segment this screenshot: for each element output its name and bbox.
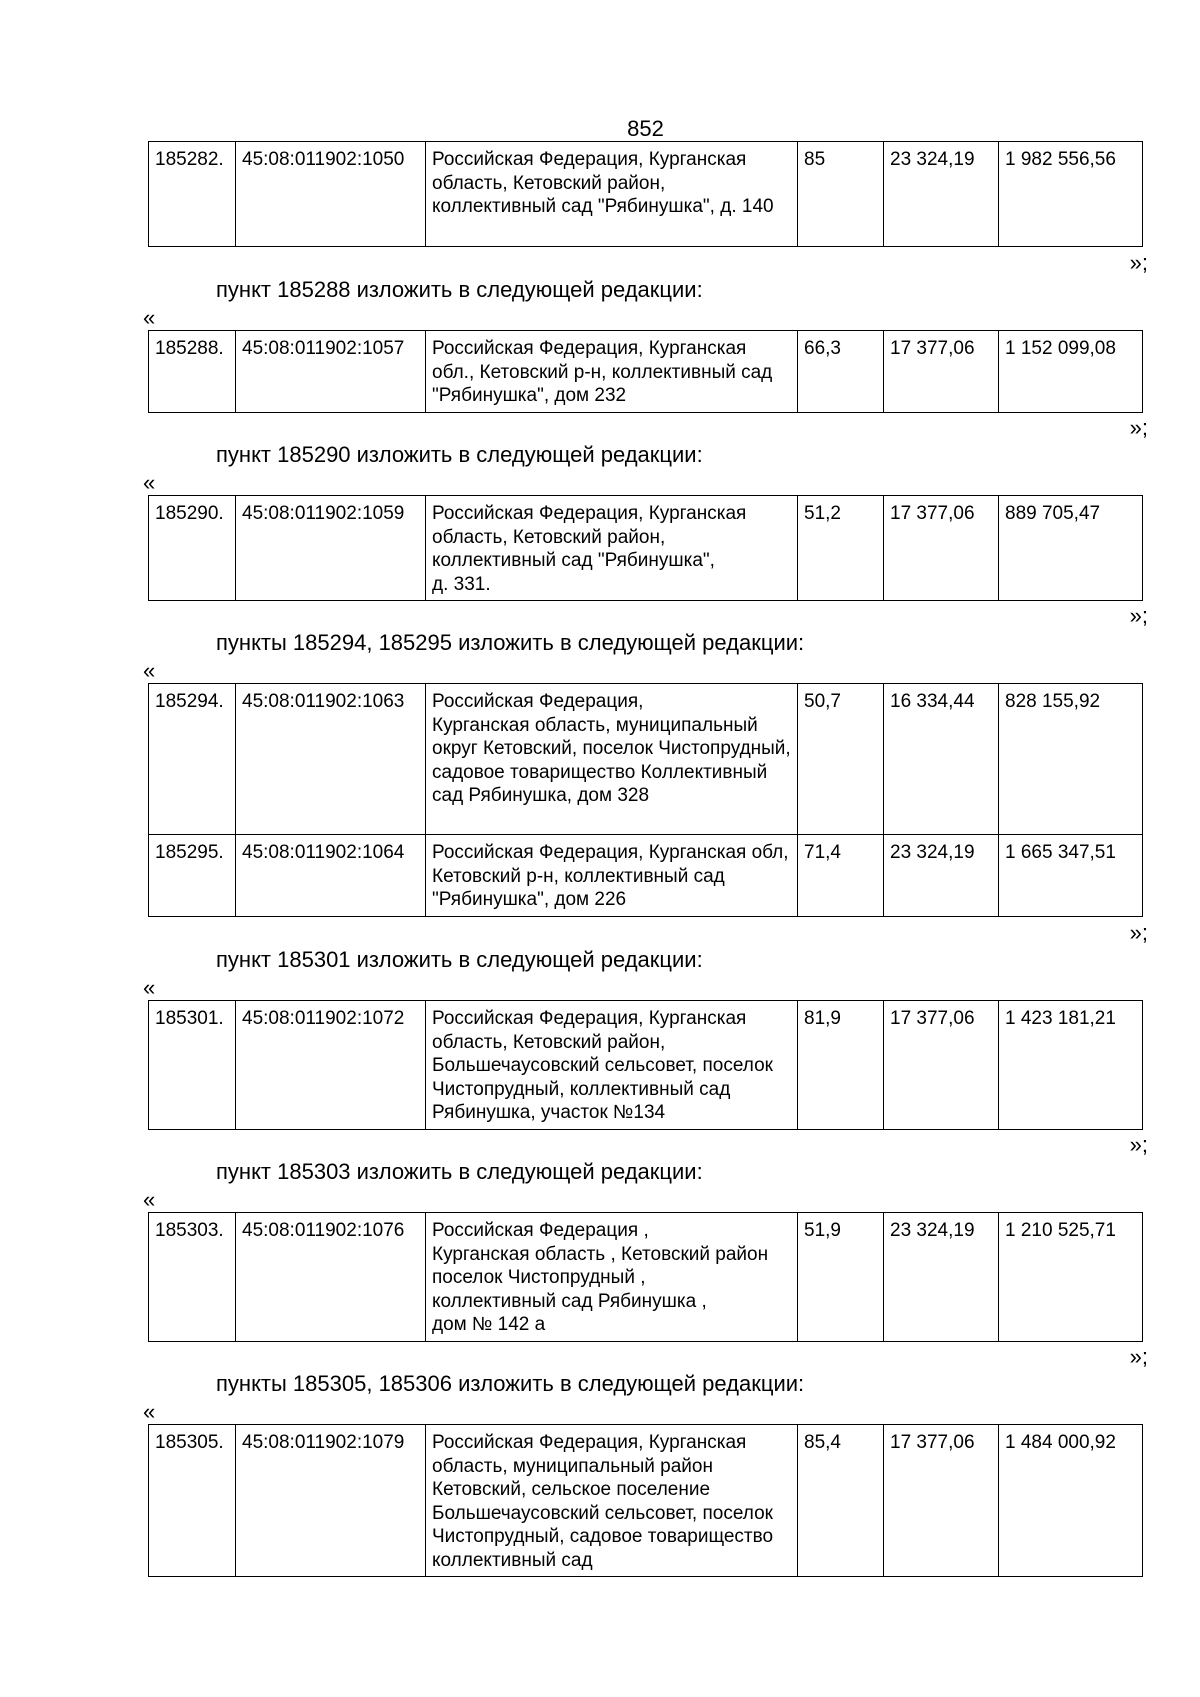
address: Российская Федерация, Курганская область, муниципальный район Кетовский, сельское поселение Большечаусовский сельсовет, поселок Чистопрудный, садовое товарищество коллективный сад <box>426 1425 798 1577</box>
address: Российская Федерация, Курганская область, Кетовский район, коллективный сад "Рябинушка", д. 140 <box>426 142 798 247</box>
total-value: 1 484 000,92 <box>999 1425 1143 1577</box>
area: 51,9 <box>798 1213 884 1342</box>
area: 81,9 <box>798 1001 884 1130</box>
cadastral-number: 45:08:011902:1063 <box>236 684 426 835</box>
closing-quote: »; <box>1129 920 1148 945</box>
cadastral-number: 45:08:011902:1050 <box>236 142 426 247</box>
table-row <box>149 684 1143 835</box>
total-value: 1 665 347,51 <box>999 835 1143 917</box>
total-value: 1 982 556,56 <box>999 142 1143 247</box>
closing-quote: »; <box>1129 415 1148 440</box>
cadastral-number: 45:08:011902:1072 <box>236 1001 426 1130</box>
area: 85 <box>798 142 884 247</box>
price: 17 377,06 <box>884 496 999 601</box>
amendment-table-185288 <box>148 330 1143 413</box>
area: 50,7 <box>798 684 884 835</box>
amendment-table-185282 <box>148 141 1143 247</box>
total-value: 889 705,47 <box>999 496 1143 601</box>
closing-quote: »; <box>1129 1132 1148 1157</box>
table-row <box>149 331 1143 413</box>
row-number: 185305. <box>149 1425 236 1577</box>
table-row <box>149 142 1143 247</box>
amendment-heading: пункт 185303 изложить в следующей редакции: <box>216 1159 703 1184</box>
address: Российская Федерация, Курганская область, Кетовский район, Большечаусовский сельсовет, поселок Чистопрудный, коллективный сад Рябинушка, участок №134 <box>426 1001 798 1130</box>
price: 23 324,19 <box>884 1213 999 1342</box>
page-number: 852 <box>627 116 664 141</box>
area: 51,2 <box>798 496 884 601</box>
row-number: 185301. <box>149 1001 236 1130</box>
opening-quote: « <box>143 1187 156 1212</box>
closing-quote: »; <box>1129 603 1148 628</box>
table-row <box>149 496 1143 601</box>
address: Российская Федерация, Курганская область, Кетовский район, коллективный сад "Рябинушка", д. 331. <box>426 496 798 601</box>
closing-quote: »; <box>1129 250 1148 275</box>
opening-quote: « <box>143 1399 156 1424</box>
area: 66,3 <box>798 331 884 413</box>
row-number: 185303. <box>149 1213 236 1342</box>
amendment-heading: пункты 185294, 185295 изложить в следующей редакции: <box>216 630 805 655</box>
address: Российская Федерация, Курганская область, муниципальный округ Кетовский, поселок Чистопрудный, садовое товарищество Коллективный сад Рябинушка, дом 328 <box>426 684 798 835</box>
row-number: 185295. <box>149 835 236 917</box>
cadastral-number: 45:08:011902:1064 <box>236 835 426 917</box>
row-number: 185288. <box>149 331 236 413</box>
row-number: 185290. <box>149 496 236 601</box>
price: 17 377,06 <box>884 1425 999 1577</box>
amendment-heading: пункт 185290 изложить в следующей редакции: <box>216 442 703 467</box>
amendment-heading: пункты 185305, 185306 изложить в следующей редакции: <box>216 1371 805 1396</box>
price: 17 377,06 <box>884 1001 999 1130</box>
price: 23 324,19 <box>884 142 999 247</box>
total-value: 1 210 525,71 <box>999 1213 1143 1342</box>
amendment-heading: пункт 185301 изложить в следующей редакции: <box>216 947 703 972</box>
amendment-table-185301 <box>148 1000 1143 1130</box>
amendment-table-185303 <box>148 1212 1143 1342</box>
address: Российская Федерация, Курганская обл., Кетовский р-н, коллективный сад "Рябинушка", дом 232 <box>426 331 798 413</box>
amendment-table-185290 <box>148 495 1143 601</box>
cadastral-number: 45:08:011902:1057 <box>236 331 426 413</box>
address: Российская Федерация, Курганская обл, Кетовский р-н, коллективный сад "Рябинушка", дом 226 <box>426 835 798 917</box>
amendment-heading: пункт 185288 изложить в следующей редакции: <box>216 277 703 302</box>
table-row <box>149 1213 1143 1342</box>
closing-quote: »; <box>1129 1344 1148 1369</box>
table-row <box>149 835 1143 917</box>
total-value: 1 152 099,08 <box>999 331 1143 413</box>
amendment-table-185305 <box>148 1424 1143 1577</box>
opening-quote: « <box>143 470 156 495</box>
address: Российская Федерация , Курганская область , Кетовский район поселок Чистопрудный , коллективный сад Рябинушка , дом № 142 а <box>426 1213 798 1342</box>
opening-quote: « <box>143 305 156 330</box>
table-row <box>149 1001 1143 1130</box>
cadastral-number: 45:08:011902:1059 <box>236 496 426 601</box>
area: 71,4 <box>798 835 884 917</box>
amendment-table-185294-185295 <box>148 683 1143 917</box>
table-row <box>149 1425 1143 1577</box>
price: 23 324,19 <box>884 835 999 917</box>
area: 85,4 <box>798 1425 884 1577</box>
row-number: 185282. <box>149 142 236 247</box>
row-number: 185294. <box>149 684 236 835</box>
total-value: 828 155,92 <box>999 684 1143 835</box>
opening-quote: « <box>143 975 156 1000</box>
cadastral-number: 45:08:011902:1076 <box>236 1213 426 1342</box>
price: 17 377,06 <box>884 331 999 413</box>
opening-quote: « <box>143 658 156 683</box>
price: 16 334,44 <box>884 684 999 835</box>
total-value: 1 423 181,21 <box>999 1001 1143 1130</box>
cadastral-number: 45:08:011902:1079 <box>236 1425 426 1577</box>
